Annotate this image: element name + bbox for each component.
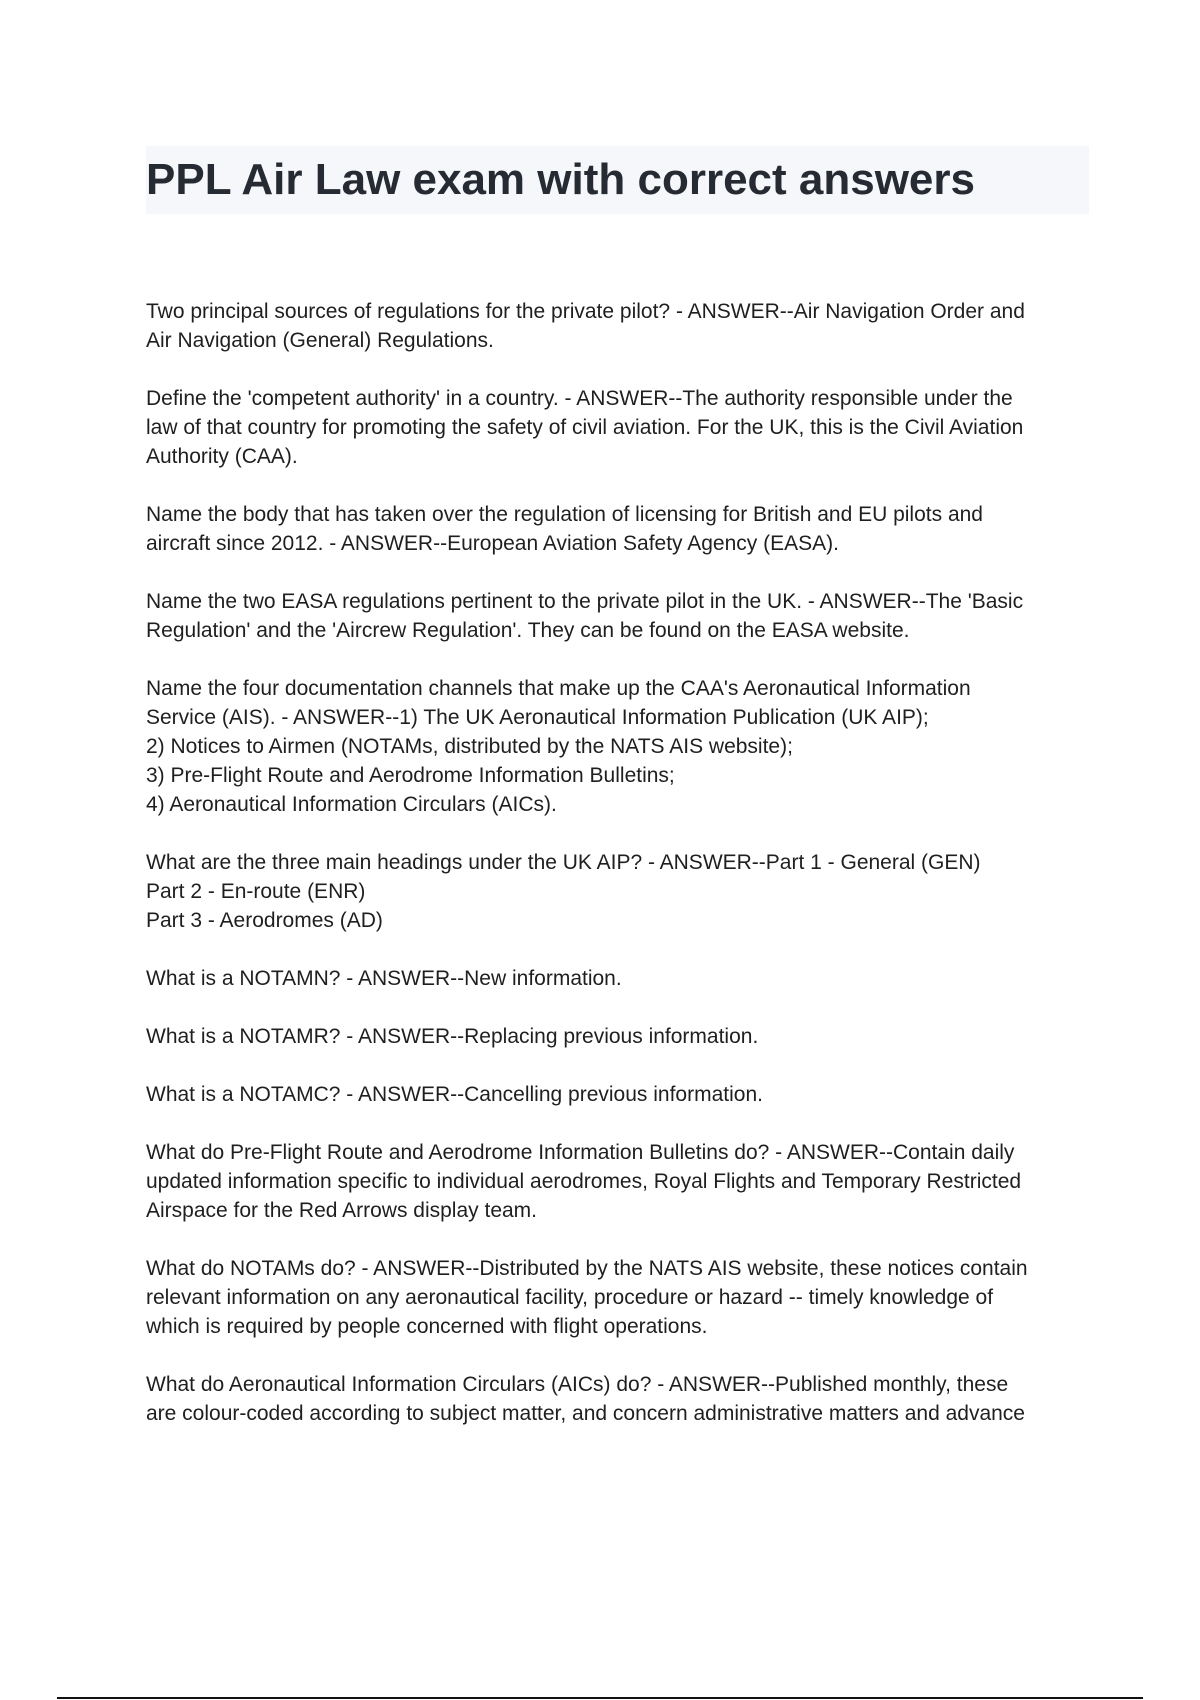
qa-line: 3) Pre-Flight Route and Aerodrome Information Bulletins;	[146, 764, 675, 787]
qa-line: Define the 'competent authority' in a country. - ANSWER--The authority responsible under the	[146, 387, 1013, 410]
qa-entry	[146, 587, 1086, 645]
qa-entry	[146, 384, 1086, 471]
qa-entry	[146, 848, 1086, 935]
qa-line: 4) Aeronautical Information Circulars (AICs).	[146, 793, 557, 816]
qa-line: aircraft since 2012. - ANSWER--European Aviation Safety Agency (EASA).	[146, 532, 839, 555]
qa-line: Service (AIS). - ANSWER--1) The UK Aeronautical Information Publication (UK AIP);	[146, 706, 929, 729]
qa-line: What are the three main headings under the UK AIP? - ANSWER--Part 1 - General (GEN)	[146, 851, 981, 874]
page-bottom-rule	[57, 1697, 1143, 1699]
qa-line: What is a NOTAMR? - ANSWER--Replacing previous information.	[146, 1025, 759, 1048]
qa-line: law of that country for promoting the safety of civil aviation. For the UK, this is the Civil Aviation	[146, 416, 1024, 439]
qa-entry	[146, 297, 1086, 355]
qa-line: Regulation' and the 'Aircrew Regulation'. They can be found on the EASA website.	[146, 619, 910, 642]
qa-line: updated information specific to individual aerodromes, Royal Flights and Temporary Restricted	[146, 1170, 1022, 1193]
qa-entry	[146, 964, 1086, 993]
qa-line: What is a NOTAMN? - ANSWER--New information.	[146, 967, 622, 990]
qa-line: What do Pre-Flight Route and Aerodrome Information Bulletins do? - ANSWER--Contain daily	[146, 1141, 1015, 1164]
qa-line: Name the body that has taken over the regulation of licensing for British and EU pilots and	[146, 503, 983, 526]
qa-line: are colour-coded according to subject matter, and concern administrative matters and advance	[146, 1402, 1025, 1425]
qa-entry	[146, 500, 1086, 558]
qa-line: Part 3 - Aerodromes (AD)	[146, 909, 383, 932]
qa-entry	[146, 674, 1086, 819]
qa-entry	[146, 1080, 1086, 1109]
qa-line: Part 2 - En-route (ENR)	[146, 880, 366, 903]
qa-line: Two principal sources of regulations for the private pilot? - ANSWER--Air Navigation Order and	[146, 300, 1025, 323]
qa-line: relevant information on any aeronautical facility, procedure or hazard -- timely knowledge of	[146, 1286, 994, 1309]
page-title: PPL Air Law exam with correct answers	[146, 155, 975, 204]
qa-line: 2) Notices to Airmen (NOTAMs, distributed by the NATS AIS website);	[146, 735, 793, 758]
title-band	[146, 146, 1089, 214]
qa-line: What is a NOTAMC? - ANSWER--Cancelling previous information.	[146, 1083, 763, 1106]
qa-entry	[146, 1138, 1086, 1225]
qa-entry	[146, 1370, 1086, 1428]
qa-line: which is required by people concerned with flight operations.	[146, 1315, 708, 1338]
qa-list	[146, 297, 1086, 1457]
qa-line: Airspace for the Red Arrows display team.	[146, 1199, 538, 1222]
qa-line: Air Navigation (General) Regulations.	[146, 329, 494, 352]
qa-line: Authority (CAA).	[146, 445, 298, 468]
qa-entry	[146, 1022, 1086, 1051]
qa-line: Name the two EASA regulations pertinent to the private pilot in the UK. - ANSWER--The 'Basic	[146, 590, 1024, 613]
qa-entry	[146, 1254, 1086, 1341]
qa-line: What do NOTAMs do? - ANSWER--Distributed by the NATS AIS website, these notices contain	[146, 1257, 1028, 1280]
qa-line: What do Aeronautical Information Circulars (AICs) do? - ANSWER--Published monthly, these	[146, 1373, 1009, 1396]
qa-line: Name the four documentation channels that make up the CAA's Aeronautical Information	[146, 677, 971, 700]
